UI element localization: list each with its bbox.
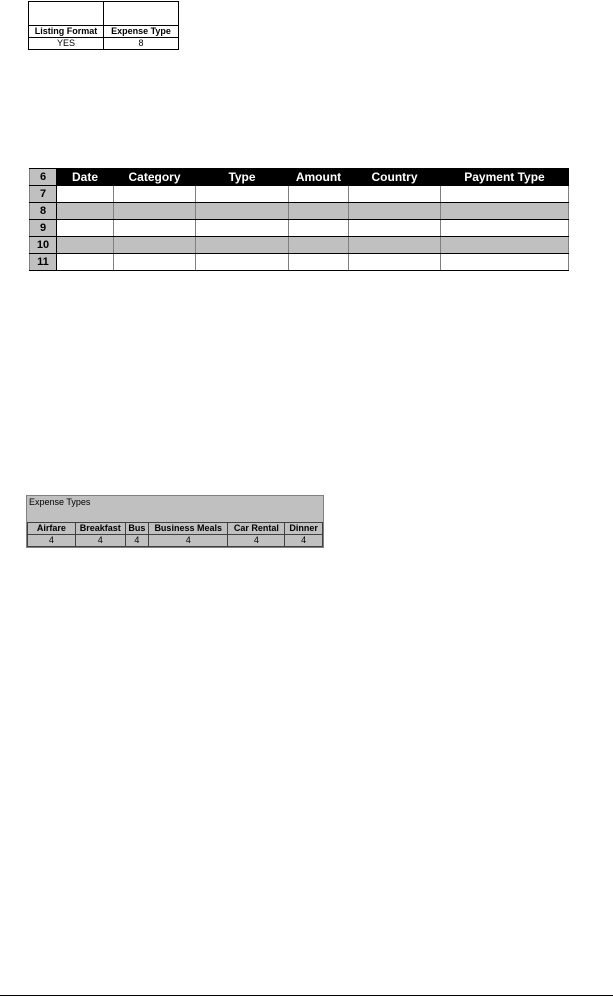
grid-cell[interactable] [114,220,196,237]
column-header-country[interactable]: Country [349,169,441,186]
grid-cell[interactable] [349,203,441,220]
listing-format-table [28,1,179,50]
expense-type-header: Business Meals [149,523,228,535]
expense-types-panel [26,495,324,548]
column-header-category[interactable]: Category [114,169,196,186]
grid-cell[interactable] [114,186,196,203]
expense-type-header: Bus [125,523,148,535]
expense-type-count: 4 [228,535,285,547]
column-header-date[interactable]: Date [57,169,114,186]
grid-cell[interactable] [196,203,289,220]
column-header-payment-type[interactable]: Payment Type [441,169,569,186]
expense-type-count: 4 [75,535,125,547]
footer-divider [0,995,613,996]
grid-cell[interactable] [114,237,196,254]
blank-cell[interactable] [104,2,179,26]
expense-type-count: 4 [28,535,76,547]
grid-cell[interactable] [57,237,114,254]
grid-cell[interactable] [196,237,289,254]
row-header[interactable]: 10 [30,237,57,254]
grid-cell[interactable] [441,203,569,220]
expense-type-header: Breakfast [75,523,125,535]
listing-format-header: Listing Format [29,26,104,38]
expense-types-title: Expense Types [29,497,91,507]
grid-cell[interactable] [289,186,349,203]
row-header[interactable]: 8 [30,203,57,220]
grid-cell[interactable] [441,237,569,254]
grid-cell[interactable] [289,254,349,271]
grid-cell[interactable] [289,237,349,254]
expense-types-table [27,522,323,547]
grid-cell[interactable] [441,254,569,271]
grid-cell[interactable] [196,254,289,271]
grid-cell[interactable] [349,220,441,237]
grid-cell[interactable] [349,186,441,203]
expense-type-value[interactable]: 8 [104,38,179,50]
grid-cell[interactable] [57,186,114,203]
grid-cell[interactable] [349,237,441,254]
expense-type-count: 4 [285,535,323,547]
expense-type-count: 4 [149,535,228,547]
grid-cell[interactable] [57,254,114,271]
grid-cell[interactable] [441,220,569,237]
expense-grid [29,168,569,271]
grid-cell[interactable] [349,254,441,271]
row-header[interactable]: 9 [30,220,57,237]
grid-cell[interactable] [114,254,196,271]
grid-cell[interactable] [441,186,569,203]
row-header[interactable]: 6 [30,169,57,186]
grid-cell[interactable] [114,203,196,220]
column-header-amount[interactable]: Amount [289,169,349,186]
blank-cell[interactable] [29,2,104,26]
expense-type-header: Dinner [285,523,323,535]
grid-cell[interactable] [289,203,349,220]
expense-type-header: Expense Type [104,26,179,38]
listing-format-value[interactable]: YES [29,38,104,50]
grid-cell[interactable] [57,203,114,220]
grid-cell[interactable] [196,186,289,203]
row-header[interactable]: 11 [30,254,57,271]
grid-cell[interactable] [57,220,114,237]
expense-type-header: Airfare [28,523,76,535]
grid-cell[interactable] [196,220,289,237]
expense-type-header: Car Rental [228,523,285,535]
row-header[interactable]: 7 [30,186,57,203]
grid-cell[interactable] [289,220,349,237]
expense-type-count: 4 [125,535,148,547]
column-header-type[interactable]: Type [196,169,289,186]
